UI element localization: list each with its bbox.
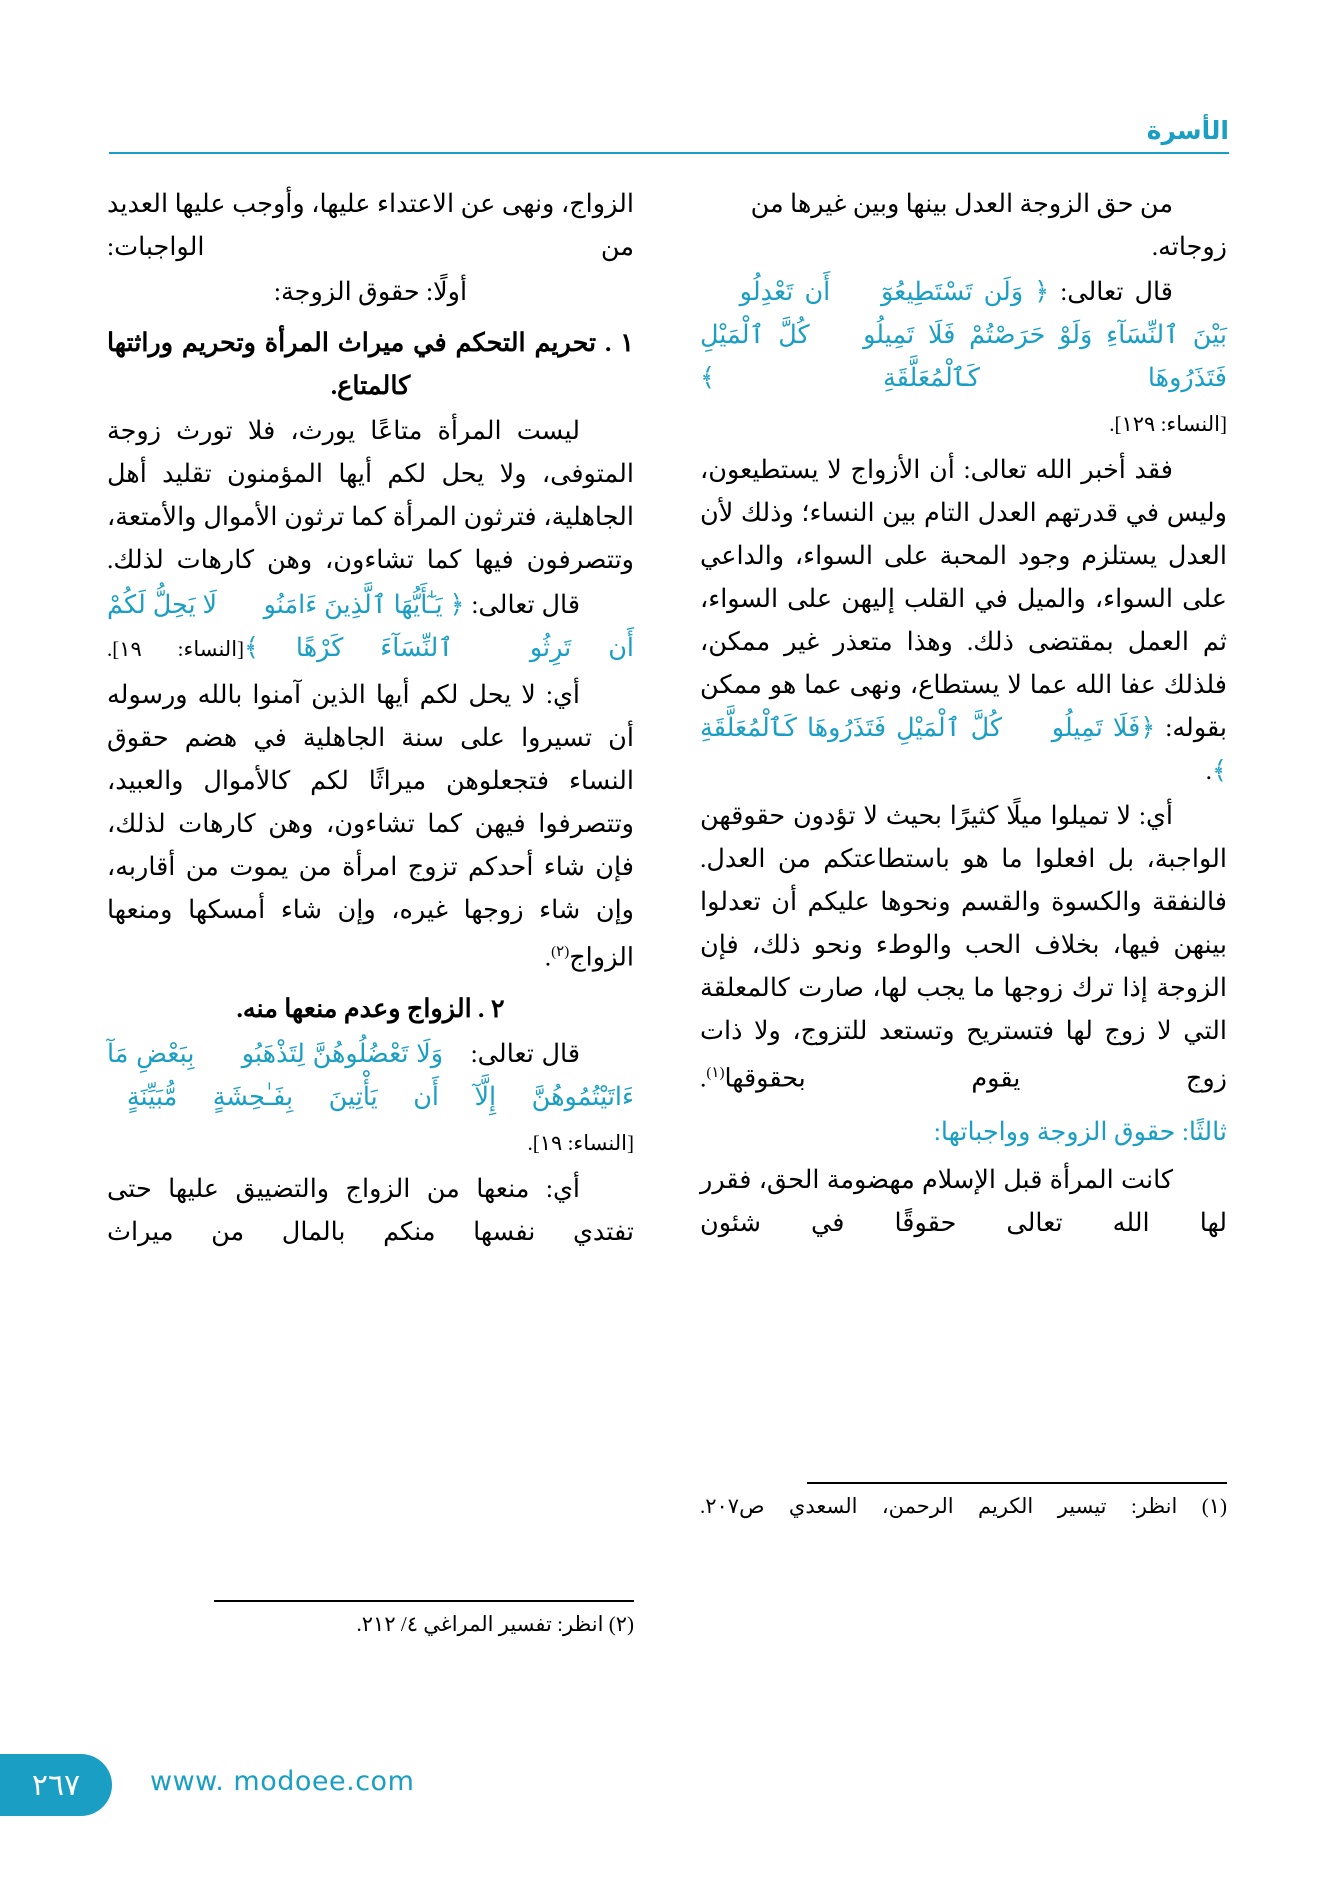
page-header — [109, 118, 1229, 154]
paragraph: من حق الزوجة العدل بينها وبين غيرها من زوجاته. — [750, 189, 1227, 261]
header-divider — [109, 152, 1229, 154]
page-footer — [0, 1754, 1339, 1816]
quran-verse: ﴿فَلَا تَمِيلُوا۟ كُلَّ ٱلْمَيْلِ فَتَذَرُوهَا كَٱلْمُعَلَّقَةِ ﴾ — [700, 713, 1227, 785]
numbered-item-2: ٢ . الزواج وعدم منعها منه. — [236, 993, 505, 1023]
paragraph: ليست المرأة متاعًا يورث، فلا تورث زوجة المتوفى، ولا يحل لكم أيها المؤمنون تقليد أهل الجاهلية، فترثون المرأة كما ترثون الأموال والأمتعة، وتتصرفون فيها كما تشاءون، وهن كارهات لذلك. — [107, 416, 634, 574]
two-column-body — [107, 182, 1227, 1702]
site-url[interactable]: www. modoee.com — [150, 1766, 415, 1797]
paragraph: قال تعالى: ﴿ وَلَن تَسْتَطِيعُوٓا۟ أَن تَعْدِلُوا۟ بَيْنَ ٱلنِّسَآءِ وَلَوْ حَرَصْتُمْ فَلَا تَمِيلُوا۟ كُلَّ ٱلْمَيْلِ فَتَذَرُوهَا كَٱلْمُعَلَّقَةِ ﴾ — [700, 277, 1227, 392]
paragraph: كانت المرأة قبل الإسلام مهضومة الحق، فقرر لها الله تعالى حقوقًا في شئون — [700, 1164, 1227, 1237]
footnote-marker: (٢) — [551, 944, 570, 960]
section-heading-third: ثالثًا: حقوق الزوجة وواجباتها: — [933, 1116, 1227, 1146]
section-heading-first: أولًا: حقوق الزوجة: — [273, 277, 468, 306]
left-column — [107, 182, 635, 1636]
paragraph: فقد أخبر الله تعالى: أن الأزواج لا يستطيعون، وليس في قدرتهم العدل التام بين النساء؛ وذلك لأن العدل يستلزم وجود المحبة على السواء، والداعي على السواء، والميل في القلب إليهن على السواء، ثم العمل بمقتضى ذلك. وهذا متعذر غير ممكن، فلذلك عفا الله عما لا يستطاع، ونهى عما هو ممكن بقوله: ﴿فَلَا تَمِيلُوا۟ كُلَّ ٱلْمَيْلِ فَتَذَرُوهَا كَٱلْمُعَلَّقَةِ ﴾. — [700, 455, 1227, 785]
paragraph: قال تعالى: ﴿وَلَا تَعْضُلُوهُنَّ لِتَذْهَبُوا۟ بِبَعْضِ مَآ ءَاتَيْتُمُوهُنَّ إِلَّآ أَن يَأْتِينَ بِفَـٰحِشَةٍ مُّبَيِّنَةٍ﴾ — [107, 1038, 634, 1111]
page-number: ٢٦٧ — [0, 1754, 112, 1816]
verse-reference: [النساء: ١٩]. — [527, 1130, 634, 1155]
footnote-marker: (١) — [706, 1065, 725, 1081]
verse-reference: [النساء: ١٢٩]. — [1109, 412, 1227, 436]
right-column — [700, 182, 1227, 1518]
paragraph: أي: لا يحل لكم أيها الذين آمنوا بالله ورسوله أن تسيروا على سنة الجاهلية في هضم حقوق النساء فتجعلوهن ميراثًا لكم كالأموال والعبيد، وتتصرفوا فيهن كما تشاءون، وهن كارهات لذلك، فإن شاء أحدكم تزوج امرأة من يموت من أقاربه، وإن شاء زوجها غيره، وإن شاء أمسكها ومنعها الزواج$^{(٢)}$. — [107, 680, 634, 972]
paragraph: أي: منعها من الزواج والتضييق عليها حتى تفتدي نفسها منكم بالمال من ميراث — [107, 1173, 634, 1246]
footnote-divider — [807, 1482, 1227, 1484]
footnote-divider — [214, 1600, 634, 1602]
quran-verse: ﴿ يَـٰٓأَيُّهَا ٱلَّذِينَ ءَامَنُوا۟ لَا يَحِلُّ لَكُمْ أَن تَرِثُوا۟ ٱلنِّسَآءَ كَرْهًا ﴾ — [107, 590, 635, 662]
footnote-text: (٢) انظر: تفسير المراغي ٤/ ٢١٢. — [356, 1611, 634, 1636]
verse-reference-line — [107, 1120, 634, 1165]
paragraph: الزواج، ونهى عن الاعتداء عليها، وأوجب عليها العديد من الواجبات: — [107, 189, 634, 261]
quran-verse: ﴿وَلَا تَعْضُلُوهُنَّ لِتَذْهَبُوا۟ بِبَعْضِ مَآ ءَاتَيْتُمُوهُنَّ إِلَّآ أَن يَأْتِينَ بِفَـٰحِشَةٍ مُّبَيِّنَةٍ﴾ — [107, 1038, 634, 1111]
paragraph: قال تعالى: ﴿ يَـٰٓأَيُّهَا ٱلَّذِينَ ءَامَنُوا۟ لَا يَحِلُّ لَكُمْ أَن تَرِثُوا۟ ٱلنِّسَآءَ كَرْهًا ﴾[النساء: ١٩]. — [107, 590, 635, 662]
footnote-text: (١) انظر: تيسير الكريم الرحمن، السعدي ص٢٠٧. — [700, 1493, 1227, 1518]
footnote-block-left — [107, 1600, 634, 1641]
verse-reference-line — [700, 401, 1227, 446]
quran-verse: ﴿ وَلَن تَسْتَطِيعُوٓا۟ أَن تَعْدِلُوا۟ بَيْنَ ٱلنِّسَآءِ وَلَوْ حَرَصْتُمْ فَلَا تَمِيلُوا۟ كُلَّ ٱلْمَيْلِ فَتَذَرُوهَا كَٱلْمُعَلَّقَةِ ﴾ — [700, 277, 1227, 392]
footnote-block-right — [700, 1482, 1227, 1523]
paragraph: أي: لا تميلوا ميلًا كثيرًا بحيث لا تؤدون حقوقهن الواجبة، بل افعلوا ما هو باستطاعتكم من العدل. فالنفقة والكسوة والقسم ونحوها عليكم أن تعدلوا بينهن فيها، بخلاف الحب والوطء ونحو ذلك، فإن الزوجة إذا ترك زوجها ما يجب لها، صارت كالمعلقة التي لا زوج لها فتستريح وتستعد للتزوج، ولا ذات زوج يقوم بحقوقها$^{(١)}$. — [700, 801, 1227, 1093]
verse-reference: [النساء: ١٩]. — [107, 637, 245, 661]
numbered-item-1: ١ . تحريم التحكم في ميراث المرأة وتحريم وراثتها كالمتاع. — [107, 328, 634, 400]
chapter-title: الأسرة — [1146, 116, 1229, 145]
